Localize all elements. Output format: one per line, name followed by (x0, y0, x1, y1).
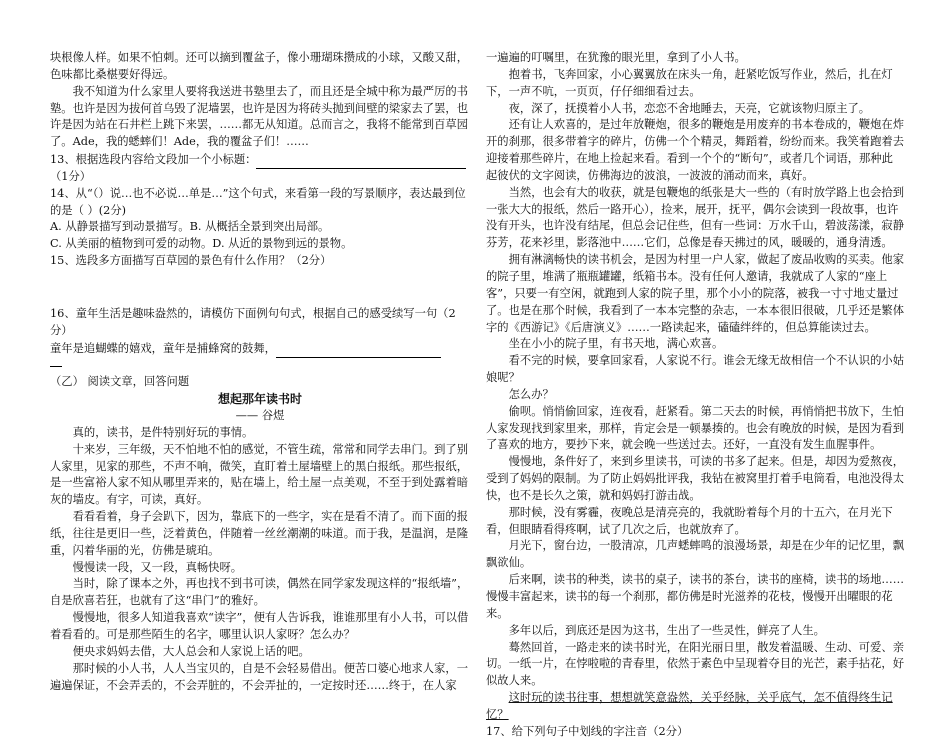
underlined-paragraph (486, 690, 904, 724)
answer-blank[interactable] (276, 340, 441, 358)
answer-line[interactable] (50, 358, 470, 375)
example-sentence: 童年是追蝴蝶的嬉戏，童年是捕蜂窝的鼓舞， (50, 341, 276, 355)
left-column (50, 50, 470, 694)
question-text: 13、根据选段内容给文段加一个小标题： (50, 153, 257, 167)
score-note: （1分） (50, 169, 92, 183)
option-ab: A. 从静景描写到动景描写。B. 从概括全景到突出局部。 (50, 220, 330, 234)
paragraph: 十来岁，三年级，天不怕地不怕的感觉，不管生疏，常常和同学去串门。到了别人家里，见家的那些，不声不响，微笑，直盯着土屋墙壁上的黑白报纸。那些报纸，是一些富裕人家不知从哪里弄来的，贴在墙上，给土屋一点美观，不至于到处露着暗灰的墙皮。有字，可读，真好。 (50, 442, 468, 507)
paragraph: 月光下，窗台边，一股清凉，几声蟋蟀鸣的浪漫场景，却是在少年的记忆里，飘飘欲仙。 (486, 539, 904, 570)
paragraph: 怎么办？ (508, 387, 554, 401)
paragraph: 当然，也会有大的收获，就是包鞭炮的纸张是大一些的（有时放学路上也会拾到一张大大的报纸，然后一路开心），捡来，展开，抚平，偶尔会读到一段故事，也许没有开头，也许没有结尾，但总会记住些，但有一些词：万水千山，碧波荡漾，寂静芬芳，花来衫里，影落池中……它们，总像是春天拂过的风，暖暖的，通身清透。 (486, 185, 904, 250)
question-16: 16、童年生活是趣味盎然的，请模仿下面例句句式，根据自己的感受续写一句（2分） (50, 306, 456, 337)
paragraph: 看不完的时候，要拿回家看，人家说不行。谁会无缘无故相信一个不认识的小姑娘呢？ (486, 354, 904, 385)
question-15: 15、选段多方面描写百草园的景色有什么作用？（2分） (50, 254, 332, 268)
paragraph: 还有让人欢喜的，是过年放鞭炮，很多的鞭炮是用废弃的书本卷成的，鞭炮在炸开的刹那，很多带着字的碎片，仿佛一个个精灵，舞蹈着，纷纷而来。我笑着跑着去迎接着那些碎片，在地上捡起来看。看到一个个的“断句”，或者几个词语，那种此起彼伏的文字阅读，仿佛海边的波浪，一波波的涌动而来，真好。 (486, 118, 904, 182)
article-title: 想起那年读书时 (217, 392, 302, 407)
paragraph: 便央求妈妈去借，大人总会和人家说上话的吧。 (72, 644, 310, 658)
paragraph: 块根像人样。如果不怕刺。还可以摘到覆盆子，像小珊瑚珠攒成的小球，又酸又甜，色味都比桑椹要好得远。 (50, 51, 468, 81)
paragraph: 蓦然回首，一路走来的读书时光，在阳光丽日里，散发着温暖、生动、可爱、亲切。一纸一片，在悖啦啦的青春里，依然于素色中呈现着夺目的光芒，素手拈花，好似故人来。 (486, 640, 904, 688)
question-17: 17、给下列句子中划线的字注音（2分） (486, 724, 689, 738)
right-column (486, 50, 904, 741)
paragraph: 慢慢地，条件好了，来到乡里读书，可读的书多了起来。但是，却因为爱熬夜，受到了妈妈的限制。为了防止妈妈批评我，我钻在被窝里打着手电筒看，电池没得太快，也不是长久之策，就和妈妈打游击战。 (486, 455, 904, 502)
paragraph: 慢慢读一段，又一段，真畅快呀。 (72, 560, 243, 574)
paragraph: 那时候，没有雾霾，夜晚总是清亮亮的，我就盼着每个月的十五六，在月光下看，但眼睛看得疼啊，试了几次之后，也就放弃了。 (486, 505, 893, 536)
paragraph: 多年以后，到底还是因为这书，生出了一些灵性，鲜亮了人生。 (508, 623, 825, 637)
paragraph: 我不知道为什么家里人要将我送进书塾里去了，而且还是全城中称为最严厉的书塾。也许是因为拔何首乌毁了泥墙罢，也许是因为将砖头抛到间壁的梁家去了罢，也许是因为站在石井栏上跳下来罢，……都无从知道。总而言之，我将不能常到百草园了。Ade，我的蟋蟀们！Ade，我的覆盆子们！…… (50, 84, 468, 149)
option-cd: C. 从美丽的植物到可爱的动物。D. 从近的景物到远的景物。 (50, 237, 353, 251)
paragraph: 真的，读书，是件特别好玩的事情。 (72, 425, 254, 439)
paragraph: 慢慢地，很多人知道我喜欢“读字”，便有人告诉我，谁谁那里有小人书，可以借着看看的。可是那些陌生的名字，哪里认识人家呀？怎么办？ (50, 611, 469, 641)
answer-space[interactable] (50, 270, 470, 306)
paragraph: 看看看着，身子会趴下，因为，靠底下的一些字，实在是看不清了。而下面的报纸，往往是更旧一些，泛着黄色，伴随着一丝丝潮潮的味道。而于我，是温润，是隆重，闪着华丽的光，仿佛是琥珀。 (50, 510, 468, 557)
question-13 (50, 151, 470, 186)
paragraph: 当时，除了课本之外，再也找不到书可读，偶然在同学家发现这样的“报纸墙”，自是欣喜若狂，也就有了这“串门”的雅好。 (50, 577, 469, 608)
paragraph: 一遍遍的叮嘱里，在犹豫的眼光里，拿到了小人书。 (486, 51, 746, 64)
paragraph: 拥有淋漓畅快的读书机会，是因为村里一户人家，做起了废品收购的买卖。他家的院子里，堆满了瓶瓶罐罐，纸箱书本。没有任何人邀请，我就成了人家的“座上客”，只要一有空闲，就跑到人家的院子里，那个小小的院落，被我一寸寸地丈量过了。也是在那个时候，我看到了一本本完整的杂志，一本本很旧很破，几乎还是繁体字的《西游记》《后唐演义》……一路读起来，磕磕绊绊的，但总算能读过去。 (486, 253, 904, 334)
answer-blank[interactable] (256, 151, 466, 169)
paragraph: 偷呗。悄悄偷回家，连夜看，赶紧看。第二天去的时候，再悄悄把书放下，生怕人家发现找到家里来，那样，肯定会是一顿暴揍的。也会有晚放的时候，是因为看到了喜欢的地方，要抄下来，就会晚一些送过去。还好，一直没有发生血腥事件。 (486, 404, 904, 452)
article-author: —— 谷煜 (235, 409, 285, 423)
paragraph: 夜，深了，抚摸着小人书，恋恋不舍地睡去，天亮，它就该物归原主了。 (508, 101, 871, 115)
section-heading: （乙） 阅读文章，回答问题 (50, 375, 190, 389)
paragraph: 那时候的小人书，人人当宝贝的，自是不会轻易借出。便苦口婆心地求人家，一遍遍保证，不会弄丢的，不会弄脏的，不会弄扯的，一定按时还……终于，在人家 (50, 661, 468, 692)
underlined-sentence: 这时玩的读书往事，想想就笑意盎然，关乎经脉，关乎底气，怎不值得终生记忆？ (486, 691, 893, 721)
paragraph: 抱着书，飞奔回家，小心翼翼放在床头一角，赶紧吃饭写作业，然后，扎在灯下，一声不吭，一页页，仔仔细细看过去。 (486, 67, 893, 98)
paragraph: 坐在小小的院子里，有书天地，满心欢喜。 (508, 337, 724, 351)
question-14: 14、从“（）说…也不必说…单是…”这个句式，来看第一段的写景顺序，表达最到位的是（ ）(2分) (50, 186, 466, 217)
paragraph: 后来啊，读书的种类，读书的桌子，读书的茶台，读书的座椅，读书的场地……慢慢丰富起来，读书的每一个刹那，都仿佛是时光滋养的花枝，慢慢开出曜眼的花来。 (486, 573, 904, 620)
question-16-example (50, 340, 470, 358)
